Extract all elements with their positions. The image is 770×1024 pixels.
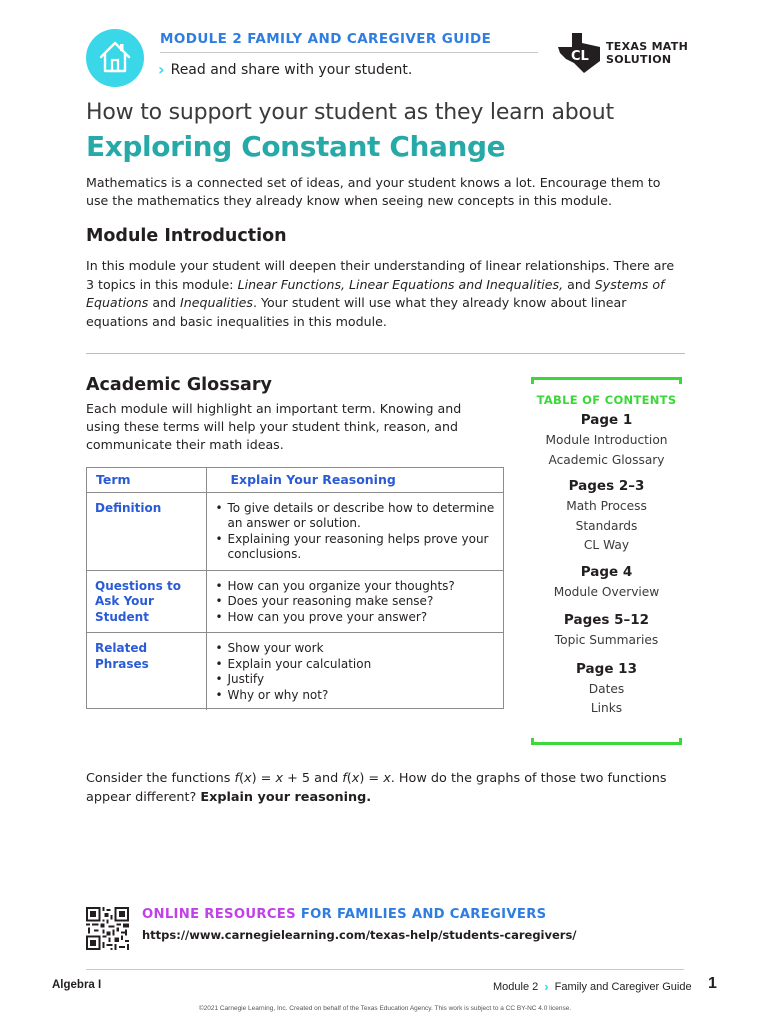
explain-cell: [206, 633, 504, 711]
term-cell: Definition: [86, 492, 206, 570]
list-item: • Explaining your reasoning helps prove your conclusions.: [216, 532, 497, 563]
toc-item[interactable]: Module Overview: [553, 584, 660, 599]
online-resources-title: ONLINE RESOURCES FOR FAMILIES AND CAREGIVERS: [142, 907, 547, 922]
resources-link[interactable]: https://www.carnegielearning.com/texas-help/students-caregivers/: [142, 928, 577, 942]
explain-cell: [206, 492, 504, 570]
list-item: • Why or why not?: [216, 688, 497, 704]
toc-title: TABLE OF CONTENTS: [536, 393, 677, 407]
table-of-contents: [531, 393, 682, 719]
toc-page-label: Pages 5–12: [563, 612, 650, 628]
toc-item[interactable]: Topic Summaries: [554, 633, 659, 647]
texas-math-solution-logo: [556, 31, 688, 75]
toc-item[interactable]: Links: [590, 701, 623, 715]
footer-divider: [86, 969, 684, 970]
footer-course: Algebra I: [52, 979, 102, 991]
copyright-notice: ©2021 Carnegie Learning, Inc. Created on behalf of the Texas Education Agency. This work is subject to a CC BY-NC 4.0 license.: [198, 1005, 572, 1012]
toc-group: [531, 478, 682, 556]
toc-group: [531, 612, 682, 651]
page-number: 1: [708, 975, 717, 992]
house-icon: [99, 40, 131, 74]
academic-glossary-text: Each module will highlight an important term. Knowing and using these terms will help your student think, reason, and communicate their math ideas.: [86, 401, 462, 452]
explain-cell: [206, 570, 504, 633]
reasoning-question: Consider the functions f(x) = x + 5 and f(x) = x. How do the graphs of those two functions appear different? Explain your reasoning.: [86, 771, 667, 805]
list-item: • How can you prove your answer?: [216, 610, 497, 626]
toc-page-label: Page 4: [580, 563, 633, 580]
list-item: • Does your reasoning make sense?: [216, 594, 497, 610]
footer-guide-label: [493, 979, 692, 994]
module-introduction-heading: Module Introduction: [86, 226, 287, 246]
header-divider: [160, 52, 538, 53]
logo-mark: CL: [571, 49, 589, 64]
house-icon-circle: [86, 29, 144, 87]
toc-page-label: Page 1: [580, 412, 633, 428]
table-header-term: Term: [86, 467, 206, 492]
footer-guide: Family and Caregiver Guide: [554, 980, 692, 993]
list-item: • How can you organize your thoughts?: [216, 579, 497, 595]
toc-bracket-bottom: [531, 738, 682, 745]
topic-3: Inequalities: [180, 295, 253, 310]
table-row: [86, 492, 504, 570]
toc-page-label: Page 13: [576, 660, 637, 677]
qr-code-icon[interactable]: [86, 907, 129, 950]
footer-module: Module 2: [493, 980, 539, 993]
list-item: • Justify: [216, 672, 497, 688]
read-and-share-text: Read and share with your student.: [170, 61, 413, 78]
term-cell: Related Phrases: [86, 633, 206, 711]
explain-reasoning-prompt: Explain your reasoning.: [200, 790, 372, 805]
toc-item[interactable]: CL Way: [583, 538, 630, 552]
toc-item[interactable]: Math Process: [566, 499, 647, 513]
topic-1: Linear Functions, Linear Equations and Inequalities,: [237, 276, 564, 292]
glossary-table: [86, 467, 504, 710]
page-title: Exploring Constant Change: [86, 130, 506, 163]
module-title: MODULE 2 FAMILY AND CAREGIVER GUIDE: [160, 31, 492, 47]
toc-bracket-top: [531, 377, 682, 384]
topic-2: Systems of Equations: [86, 276, 665, 310]
term-cell: Questions to Ask Your Student: [86, 570, 206, 633]
logo-text-line2: SOLUTION: [606, 53, 672, 66]
toc-item[interactable]: Module Introduction: [545, 433, 668, 447]
toc-group: [531, 564, 682, 603]
list-item: • Explain your calculation: [216, 657, 497, 673]
section-divider: [86, 353, 685, 354]
chevron-right-icon: ›: [158, 60, 165, 79]
table-header-explain: Explain Your Reasoning: [206, 467, 504, 492]
toc-group: [531, 661, 682, 719]
toc-item[interactable]: Academic Glossary: [548, 452, 665, 467]
table-row: [86, 633, 504, 711]
academic-glossary-heading: Academic Glossary: [86, 375, 272, 395]
toc-page-label: Pages 2–3: [568, 478, 645, 494]
module-introduction-text: In this module your student will deepen their understanding of linear relationships. There are 3 topics in this module: Linear Functions, Linear Equations and Inequalities, and Systems of Equations and Inequalities. Your student will use what they already know about linear equations and basic inequalities in this module.: [86, 258, 675, 329]
page-subtitle: How to support your student as they learn about: [86, 100, 614, 125]
chevron-right-icon: ›: [544, 979, 549, 994]
list-item: • Show your work: [216, 641, 497, 657]
toc-item[interactable]: Dates: [588, 681, 625, 696]
toc-group: [531, 412, 682, 470]
list-item: • To give details or describe how to determine an answer or solution.: [216, 501, 497, 532]
toc-item[interactable]: Standards: [575, 518, 638, 533]
read-and-share-line: [158, 60, 412, 79]
texas-state-icon: [556, 31, 602, 75]
logo-text-line1: TEXAS MATH: [606, 40, 689, 53]
table-row: [86, 570, 504, 633]
intro-paragraph: Mathematics is a connected set of ideas, and your student knows a lot. Encourage them to use the mathematics they already know when seeing new concepts in this module.: [86, 175, 661, 208]
